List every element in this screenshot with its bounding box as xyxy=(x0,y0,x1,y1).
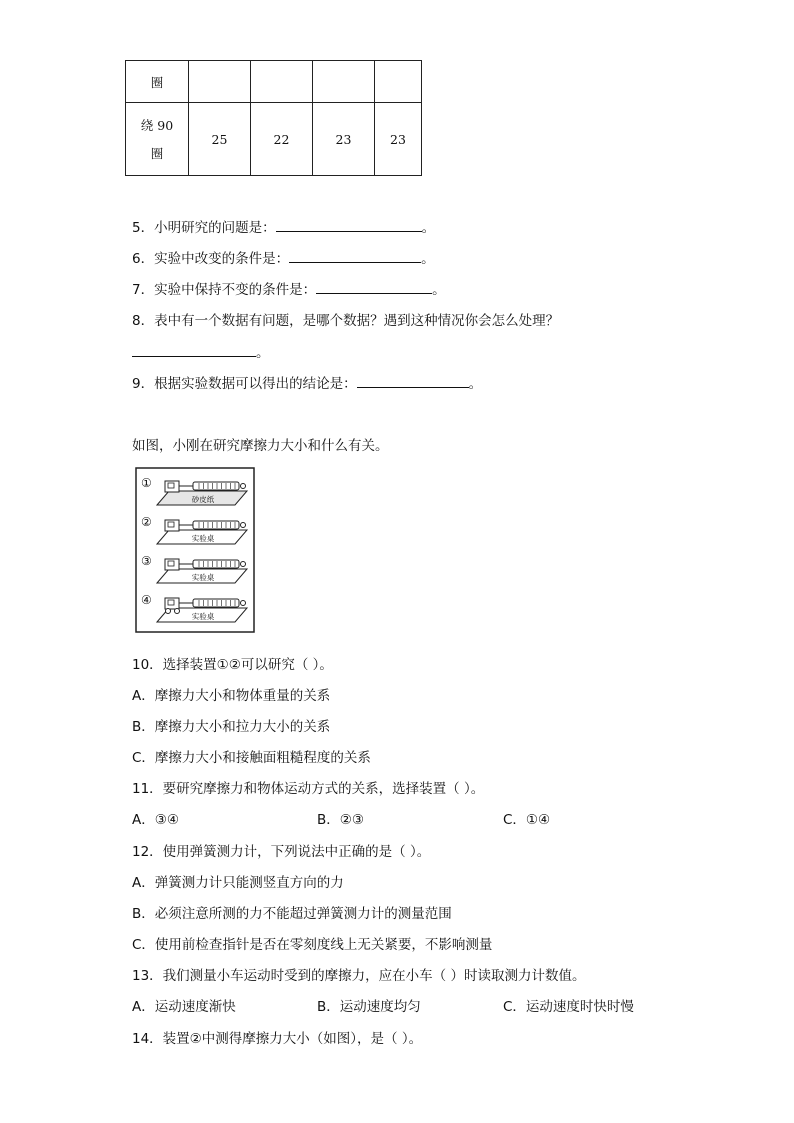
option-a[interactable]: A．③④ xyxy=(132,812,179,828)
option-a[interactable]: A．弹簧测力计只能测竖直方向的力 xyxy=(132,875,344,891)
question-10: 10．选择装置①②可以研究（ ）。 xyxy=(132,657,333,673)
scale-ring xyxy=(241,601,246,606)
weight xyxy=(168,600,174,605)
experiment-diagram xyxy=(135,467,255,633)
answer-blank[interactable] xyxy=(276,217,422,232)
question-suffix: 。 xyxy=(432,282,446,298)
question-8: 8．表中有一个数据有问题，是哪个数据？遇到这种情况你会怎么处理？ xyxy=(132,313,560,329)
table-cell xyxy=(313,61,375,103)
spring-scale xyxy=(193,521,239,529)
question-13: 13．我们测量小车运动时受到的摩擦力，应在小车（ ）时读取测力计数值。 xyxy=(132,968,586,984)
question-12: 12．使用弹簧测力计，下列说法中正确的是（ ）。 xyxy=(132,844,431,860)
answer-blank[interactable] xyxy=(132,342,256,357)
weight xyxy=(168,483,174,488)
setup-number: ③ xyxy=(141,554,152,568)
table-cell: 圈 xyxy=(126,61,189,103)
table-cell: 23 xyxy=(375,103,422,176)
intro-text: 如图，小刚在研究摩擦力大小和什么有关。 xyxy=(132,438,389,454)
question-suffix: 。 xyxy=(256,345,270,361)
answer-blank[interactable] xyxy=(316,279,432,294)
surface-label: 实验桌 xyxy=(191,612,215,621)
option-b[interactable]: B．运动速度均匀 xyxy=(317,999,421,1015)
setup-number: ④ xyxy=(141,593,152,607)
question-text: 5．小明研究的问题是： xyxy=(132,220,276,236)
spring-scale xyxy=(193,482,239,490)
surface-label: 实验桌 xyxy=(191,534,215,543)
answer-blank[interactable] xyxy=(289,248,421,263)
question-6 xyxy=(132,247,435,267)
wheel xyxy=(166,609,171,614)
option-c[interactable]: C．摩擦力大小和接触面粗糙程度的关系 xyxy=(132,750,371,766)
scale-ring xyxy=(241,562,246,567)
spring-scale xyxy=(193,560,239,568)
option-b[interactable]: B．必须注意所测的力不能超过弹簧测力计的测量范围 xyxy=(132,906,452,922)
question-suffix: 。 xyxy=(468,376,483,392)
surface-label: 实验桌 xyxy=(191,573,215,582)
table-cell xyxy=(375,61,422,103)
data-table xyxy=(125,60,422,176)
question-14: 14．装置②中测得摩擦力大小（如图），是（ ）。 xyxy=(132,1031,423,1047)
surface-label: 砂皮纸 xyxy=(191,495,215,504)
table-cell: 23 xyxy=(313,103,375,176)
question-7 xyxy=(132,278,446,298)
question-suffix: 。 xyxy=(421,251,435,267)
question-text: 9．根据实验数据可以得出的结论是： xyxy=(132,376,357,392)
answer-blank[interactable] xyxy=(357,373,469,388)
question-9 xyxy=(132,372,482,392)
wheel xyxy=(175,609,180,614)
option-c[interactable]: C．①④ xyxy=(503,812,551,828)
spring-scale xyxy=(193,599,239,607)
option-b[interactable]: B．②③ xyxy=(317,812,364,828)
table-cell: 25 xyxy=(189,103,251,176)
option-b[interactable]: B．摩擦力大小和拉力大小的关系 xyxy=(132,719,331,735)
question-11: 11．要研究摩擦力和物体运动方式的关系，选择装置（ ）。 xyxy=(132,781,485,797)
weight xyxy=(168,561,174,566)
question-5 xyxy=(132,216,435,236)
row-label-line: 圈 xyxy=(150,146,164,161)
option-c[interactable]: C．使用前检查指针是否在零刻度线上无关紧要，不影响测量 xyxy=(132,937,493,953)
option-c[interactable]: C．运动速度时快时慢 xyxy=(503,999,634,1015)
question-suffix: 。 xyxy=(421,220,436,236)
scale-ring xyxy=(241,484,246,489)
setup-number: ② xyxy=(141,515,152,529)
table-cell xyxy=(251,61,313,103)
question-text: 7．实验中保持不变的条件是： xyxy=(132,282,317,298)
option-a[interactable]: A．摩擦力大小和物体重量的关系 xyxy=(132,688,331,704)
table-row-label xyxy=(126,103,189,176)
row-label-line: 绕 90 xyxy=(140,118,174,133)
weight xyxy=(168,522,174,527)
table-row xyxy=(126,61,422,103)
table-row xyxy=(126,103,422,176)
table-cell xyxy=(189,61,251,103)
scale-ring xyxy=(241,523,246,528)
option-a[interactable]: A．运动速度渐快 xyxy=(132,999,236,1015)
question-8-answer xyxy=(132,341,270,361)
question-text: 6．实验中改变的条件是： xyxy=(132,251,290,267)
setup-number: ① xyxy=(141,476,152,490)
table-cell: 22 xyxy=(251,103,313,176)
